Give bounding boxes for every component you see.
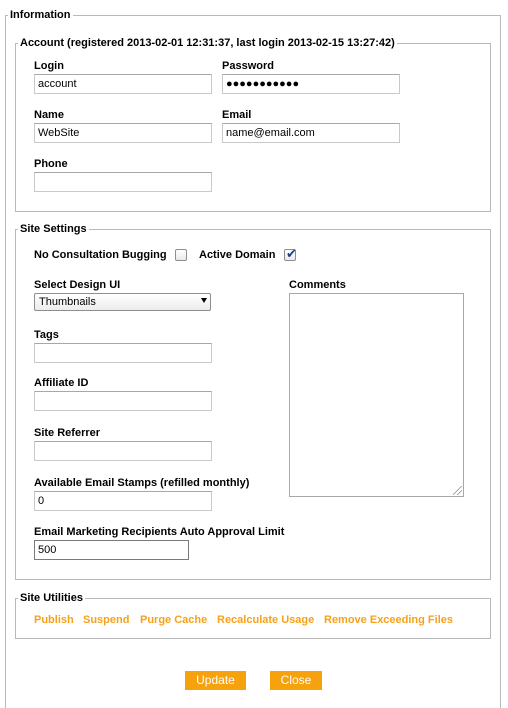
design-select[interactable] [34,293,211,311]
information-legend: Information [10,9,71,21]
login-label: Login [34,60,64,72]
referrer-label: Site Referrer [34,427,101,439]
auto-approval-label: Email Marketing Recipients Auto Approval Limit [34,526,285,538]
email-stamps-input[interactable]: 0 [34,491,212,511]
chevron-down-icon [201,298,207,303]
tags-input[interactable] [34,343,212,363]
resize-grip-icon[interactable] [453,486,462,495]
auto-approval-input[interactable]: 500 [34,540,189,560]
password-label: Password [222,60,274,72]
account-legend: Account (registered 2013-02-01 12:31:37, last login 2013-02-15 13:27:42) [20,37,395,49]
site-settings-legend: Site Settings [20,223,87,235]
checkmark-icon: ✔ [286,246,297,261]
design-select-value: Thumbnails [39,296,96,308]
login-input[interactable]: account [34,74,212,94]
design-label: Select Design UI [34,279,121,291]
no-consultation-label: No Consultation Bugging [34,249,167,261]
email-stamps-label: Available Email Stamps (refilled monthly) [34,477,250,489]
publish-link[interactable]: Publish [34,614,74,626]
no-consultation-checkbox[interactable] [175,249,187,261]
name-input[interactable]: WebSite [34,123,212,143]
email-label: Email [222,109,252,121]
active-domain-label: Active Domain [199,249,276,261]
site-utilities-legend: Site Utilities [20,592,83,604]
referrer-input[interactable] [34,441,212,461]
email-input[interactable]: name@email.com [222,123,400,143]
tags-label: Tags [34,329,59,341]
name-label: Name [34,109,64,121]
comments-textarea[interactable] [289,293,464,497]
suspend-link[interactable]: Suspend [83,614,130,626]
remove-exceeding-files-link[interactable]: Remove Exceeding Files [324,614,453,626]
phone-label: Phone [34,158,68,170]
comments-label: Comments [289,279,346,291]
close-button[interactable]: Close [270,671,322,690]
purge-cache-link[interactable]: Purge Cache [140,614,208,626]
recalculate-usage-link[interactable]: Recalculate Usage [217,614,315,626]
affiliate-input[interactable] [34,391,212,411]
password-input[interactable]: ●●●●●●●●●●● [222,74,400,94]
affiliate-label: Affiliate ID [34,377,89,389]
active-domain-checkbox[interactable] [284,246,297,261]
update-button[interactable]: Update [185,671,246,690]
phone-input[interactable] [34,172,212,192]
